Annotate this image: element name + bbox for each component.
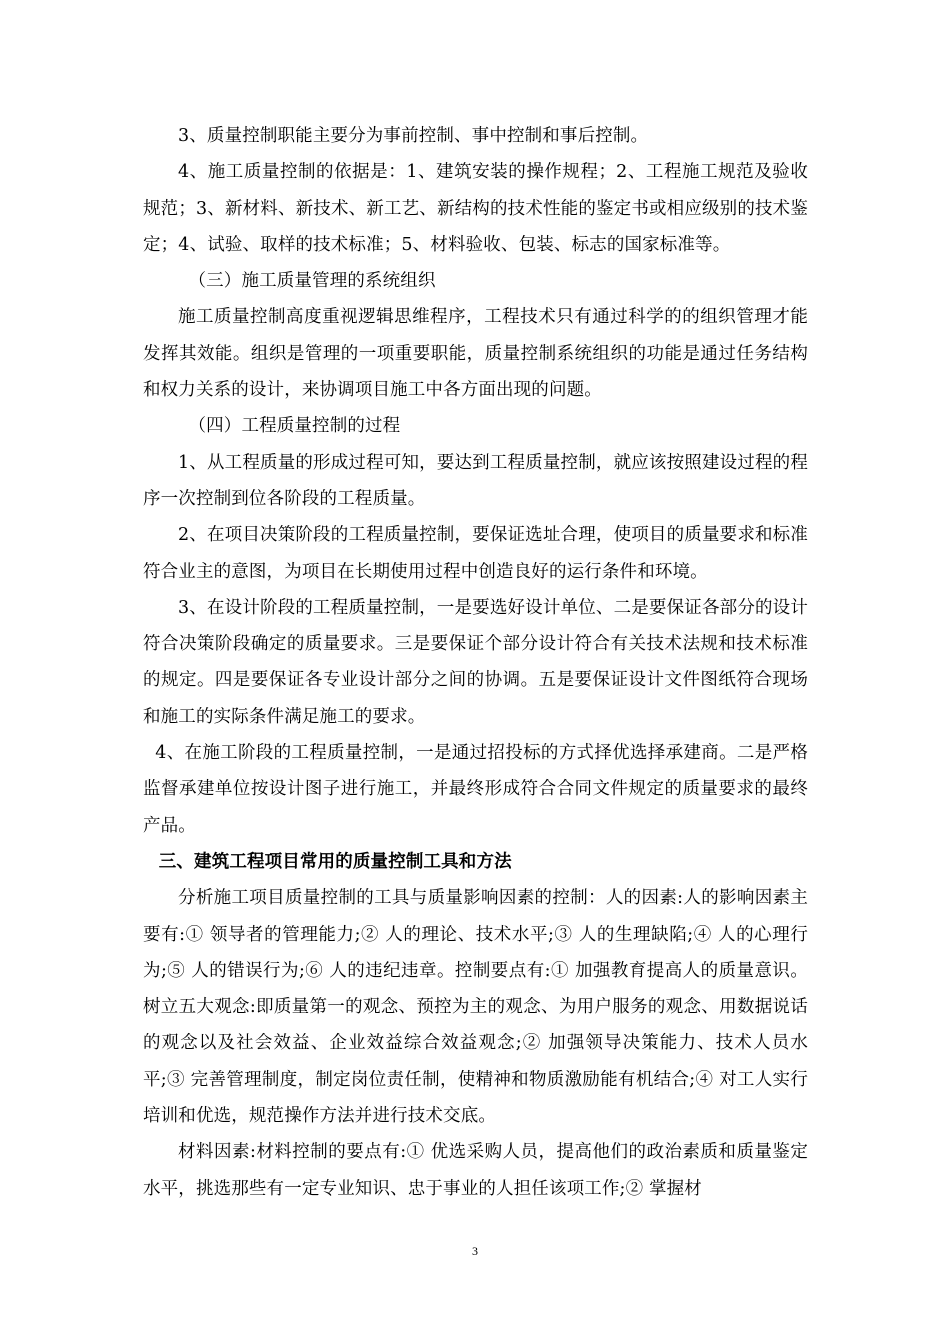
subheading-system-organization: （三）施工质量管理的系统组织 <box>188 271 436 292</box>
subheading-control-process: （四）工程质量控制的过程 <box>188 416 401 437</box>
paragraph-human-factors: 分析施工项目质量控制的工具与质量影响因素的控制：人的因素:人的影响因素主要有:① 领导者的管理能力;② 人的理论、技术水平;③ 人的生理缺陷;④ 人的心理行为;⑤ 人的错误行为;⑥ 人的违纪违章。控制要点有:① 加强教育提高人的质量意识。树立五大观念:即质量第一的观念、预控为主的观念、为用户服务的观念、用数据说话的观念以及社会效益、企业效益综合效益观念;② 加强领导决策能力、技术人员水平;③ 完善管理制度，制定岗位责任制，使精神和物质激励能有机结合;④ 对工人实行培训和优选，规范操作方法并进行技术交底。 <box>143 888 808 1127</box>
paragraph-system-organization: 施工质量控制高度重视逻辑思维程序，工程技术只有通过科学的的组织管理才能发挥其效能。组织是管理的一项重要职能，质量控制系统组织的功能是通过任务结构和权力关系的设计，来协调项目施工中各方面出现的问题。 <box>143 307 808 401</box>
paragraph-quality-control-functions: 3、质量控制职能主要分为事前控制、事中控制和事后控制。 <box>178 126 649 146</box>
paragraph-process-2: 2、在项目决策阶段的工程质量控制，要保证选址合理，使项目的质量要求和标准符合业主的意图，为项目在长期使用过程中创造良好的运行条件和环境。 <box>143 525 808 582</box>
page-number: 3 <box>472 1244 478 1258</box>
body-text <box>143 118 808 1207</box>
paragraph-quality-control-basis: 4、施工质量控制的依据是：1、建筑安装的操作规程；2、工程施工规范及验收规范；3、新材料、新技术、新工艺、新结构的技术性能的鉴定书或相应级别的技术鉴定；4、试验、取样的技术标准；5、材料验收、包装、标志的国家标准等。 <box>143 162 808 255</box>
paragraph-process-4: 4、在施工阶段的工程质量控制，一是通过招投标的方式择优选择承建商。二是严格监督承建单位按设计图子进行施工，并最终形成符合合同文件规定的质量要求的最终产品。 <box>143 743 808 836</box>
paragraph-material-factors: 材料因素:材料控制的要点有:① 优选采购人员，提高他们的政治素质和质量鉴定水平，挑选那些有一定专业知识、忠于事业的人担任该项工作;② 掌握材 <box>143 1142 808 1199</box>
paragraph-process-1: 1、从工程质量的形成过程可知，要达到工程质量控制，就应该按照建设过程的程序一次控制到位各阶段的工程质量。 <box>143 452 808 509</box>
paragraph-process-3: 3、在设计阶段的工程质量控制，一是要选好设计单位、二是要保证各部分的设计符合决策阶段确定的质量要求。三是要保证个部分设计符合有关技术法规和技术标准的规定。四是要保证各专业设计部分之间的协调。五是要保证设计文件图纸符合现场和施工的实际条件满足施工的要求。 <box>143 597 808 727</box>
section-heading-tools-methods: 三、建筑工程项目常用的质量控制工具和方法 <box>158 851 512 872</box>
